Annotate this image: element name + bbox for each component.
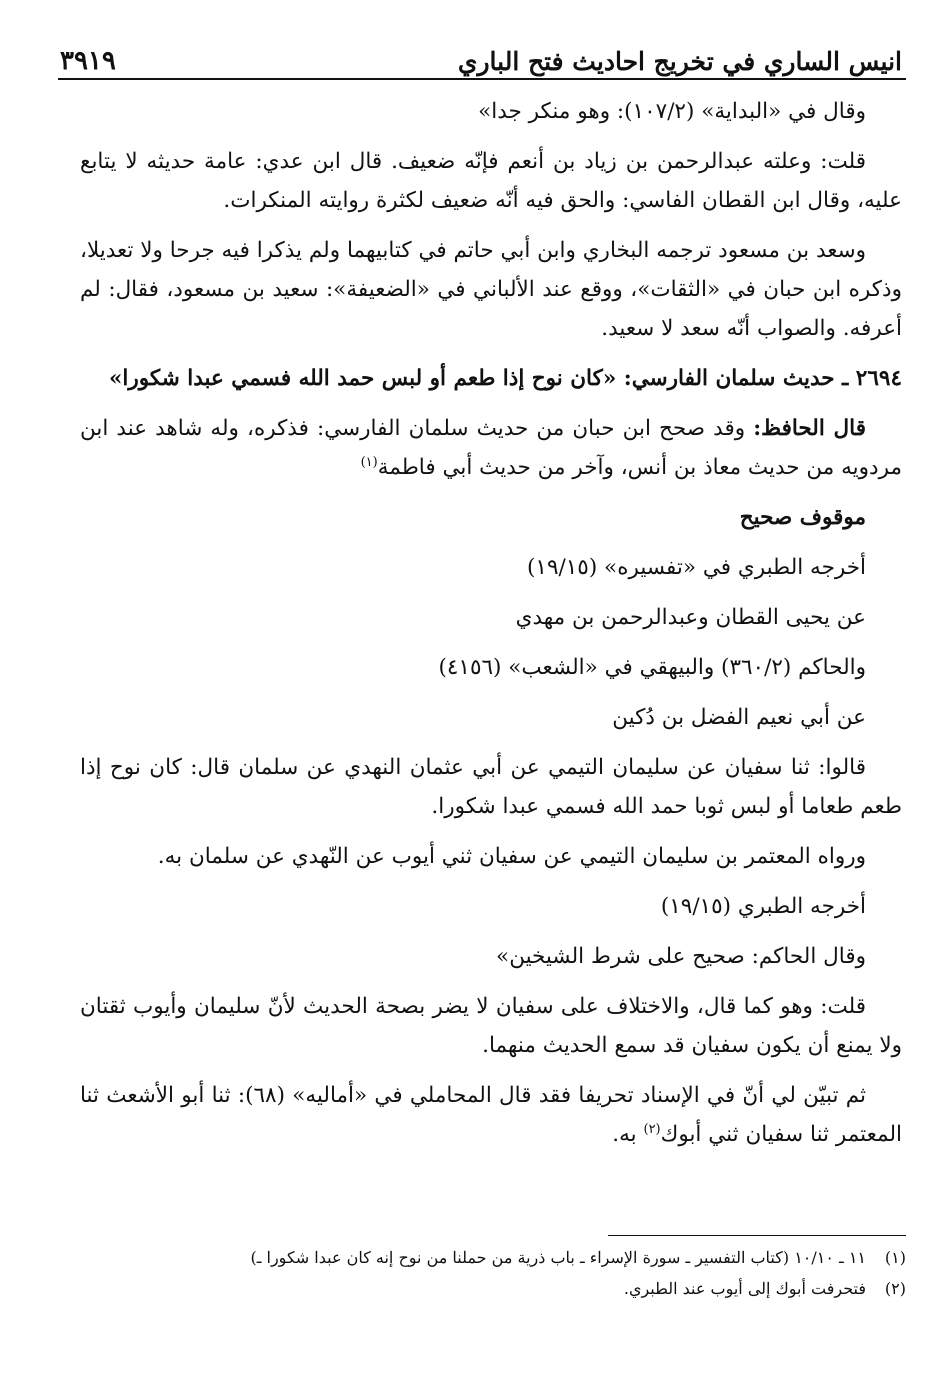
paragraph: وقال في «البداية» (١٠٧/٢): وهو منكر جدا» xyxy=(478,99,866,124)
footnote-text: فتحرفت أبوك إلى أيوب عند الطبري. xyxy=(623,1279,866,1298)
takhrij-line: أخرجه الطبري في «تفسيره» (١٩/١٥) xyxy=(527,555,866,580)
hadith-text: «كان نوح إذا طعم أو لبس حمد الله فسمي عبدا شكورا» xyxy=(108,366,617,391)
paragraph-text: ثم تبيّن لي أنّ في الإسناد تحريفا فقد قال المحاملي في «أماليه» (٦٨): ثنا أبو الأشعث ثنا المعتمر ثنا سفيان ثني أبوك xyxy=(80,1083,902,1147)
hafiz-text: وقد صحح ابن حبان من حديث سلمان الفارسي: فذكره، وله شاهد عند ابن مردويه من حديث معاذ بن أنس، وآخر من حديث أبي فاطمة xyxy=(80,416,902,480)
footnote-ref: (١) xyxy=(360,454,378,470)
paragraph: وقال الحاكم: صحيح على شرط الشيخين» xyxy=(496,944,866,969)
grade-heading: موقوف صحيح xyxy=(739,505,866,530)
paragraph xyxy=(80,1076,902,1154)
paragraph: وسعد بن مسعود ترجمه البخاري وابن أبي حاتم في كتابيهما ولم يذكرا فيه جرحا ولا تعديلا، وذكره ابن حبان في «الثقات»، ووقع عند الألباني في «الضعيفة»: سعيد بن مسعود، فقال: لم أعرفه. والصواب أنّه سعد لا سعيد. xyxy=(80,238,902,341)
main-text xyxy=(80,92,902,1165)
takhrij-line: عن يحيى القطان وعبدالرحمن بن مهدي xyxy=(515,605,866,630)
hafiz-label: قال الحافظ: xyxy=(753,416,867,441)
paragraph-end: به. xyxy=(612,1122,644,1147)
page-number: ٣٩١٩ xyxy=(60,46,116,76)
hadith-number: ٢٦٩٤ xyxy=(855,366,902,391)
footnote-text: ١١ ـ ١٠/١٠ (كتاب التفسير ـ سورة الإسراء ـ باب ذرية من حملنا من نوح إنه كان عبدا شكورا ـ) xyxy=(250,1248,866,1267)
takhrij-line: عن أبي نعيم الفضل بن دُكين xyxy=(612,705,866,730)
takhrij-line: والحاكم (٣٦٠/٢) والبيهقي في «الشعب» (٤١٥٦) xyxy=(438,655,866,680)
footnote-number: (١) xyxy=(884,1248,906,1267)
hadith-heading xyxy=(80,359,902,398)
footnote-rule xyxy=(608,1235,906,1236)
footnote-ref: (٢) xyxy=(643,1121,661,1137)
page-header xyxy=(60,36,902,76)
hafiz-paragraph xyxy=(80,409,902,487)
header-rule xyxy=(58,78,906,80)
paragraph: أخرجه الطبري (١٩/١٥) xyxy=(660,894,866,919)
footnote xyxy=(90,1273,906,1304)
running-title: انيس الساري في تخريج احاديث فتح الباري xyxy=(457,47,902,76)
hadith-intro: ـ حديث سلمان الفارسي: xyxy=(616,366,856,391)
paragraph: قالوا: ثنا سفيان عن سليمان التيمي عن أبي عثمان النهدي عن سلمان قال: كان نوح إذا طعم طعاما أو لبس ثوبا حمد الله فسمي عبدا شكورا. xyxy=(80,755,902,819)
footnotes xyxy=(90,1242,906,1304)
paragraph: قلت: وهو كما قال، والاختلاف على سفيان لا يضر بصحة الحديث لأنّ سليمان وأيوب ثقتان ولا يمنع أن يكون سفيان قد سمع الحديث منهما. xyxy=(80,994,902,1058)
paragraph: ورواه المعتمر بن سليمان التيمي عن سفيان ثني أيوب عن النّهدي عن سلمان به. xyxy=(157,844,866,869)
paragraph: قلت: وعلته عبدالرحمن بن زياد بن أنعم فإنّه ضعيف. قال ابن عدي: عامة حديثه لا يتابع عليه، وقال ابن القطان الفاسي: والحق فيه أنّه ضعيف لكثرة روايته المنكرات. xyxy=(80,149,902,213)
footnote-number: (٢) xyxy=(884,1279,906,1298)
footnote xyxy=(90,1242,906,1273)
